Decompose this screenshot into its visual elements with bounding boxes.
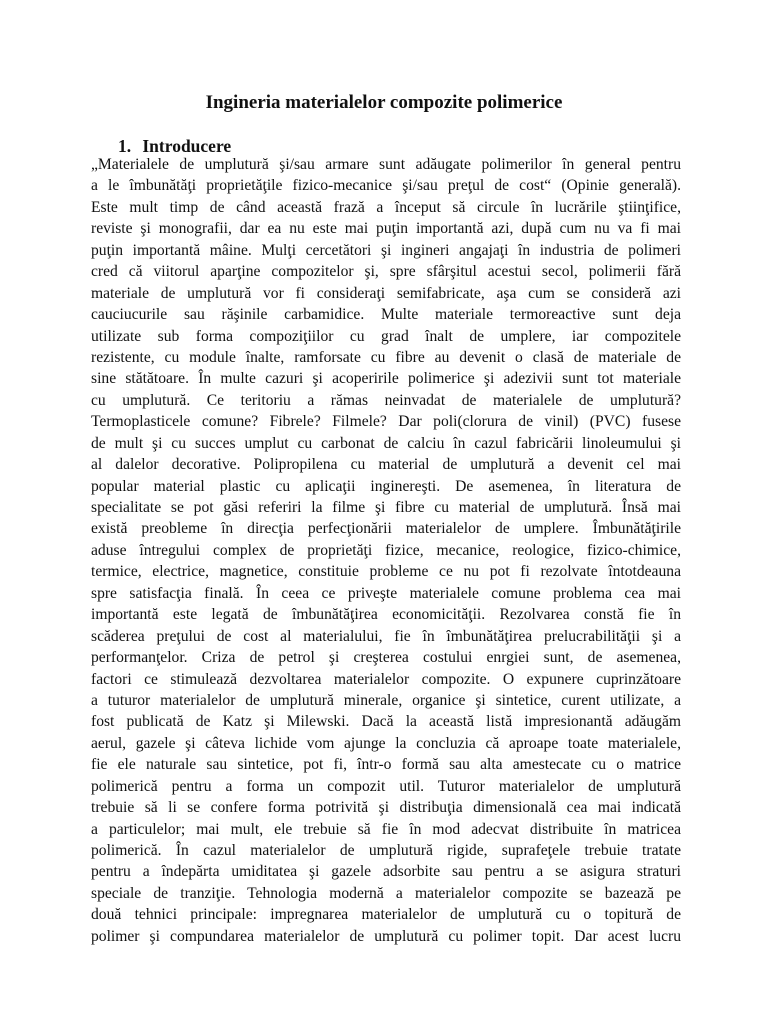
text-line: polimerică pentru a forma un compozit util. Tuturor materialelor de umplutură [91,777,681,795]
text-line: a le îmbunătăţi proprietăţile fizico-mecanice şi/sau preţul de cost“ (Opinie generală). [91,177,681,195]
text-line: aerul, gazele şi câteva lichide vom ajunge la concluzia că aproape toate materialele, [91,734,681,752]
text-line: aduse întregului complex de proprietăţi fizice, mecanice, reologice, fizico-chimice, [91,541,681,559]
text-line: spre satisfacţia finală. În ceea ce priveşte materialele comune problema cea mai [91,584,681,602]
section-title: Introducere [142,136,232,156]
text-line: fost publicată de Katz şi Milewski. Dacă la această listă impresionantă adăugăm [91,713,681,731]
text-line: termice, electrice, magnetice, constituie probleme ce nu pot fi rezolvate întotdeauna [91,563,681,581]
text-line: cu umplutură. Ce teritoriu a rămas neinvadat de materialele de umplutură? [91,391,681,409]
text-line: polimer şi compundarea materialelor de umplutură cu polimer topit. Dar acest lucru [91,927,681,945]
text-line: scăderea preţului de cost al materialului, fie în îmbunătăţirea prelucrabilităţii şi a [91,627,681,645]
section-heading [118,136,231,156]
text-line: puţin importantă mâine. Mulţi cercetători şi ingineri angajaţi în industria de polimeri [91,241,681,259]
text-line: cred că viitorul aparţine compozitelor şi, spre sfârşitul acestui secol, polimerii fără [91,263,681,281]
text-line: două tehnici principale: impregnarea materialelor de umplutură cu o topitură de [91,906,681,924]
text-line: există preobleme în direcţia perfecţionării materialelor de umplere. Îmbunătăţirile [91,520,681,538]
text-line: reviste şi monografii, dar ea nu este mai puţin importantă azi, după cum nu va fi mai [91,220,681,238]
body-paragraph [91,154,681,947]
text-line: a tuturor materialelor de umplutură minerale, organice şi sintetice, curent utilizate, a [91,691,681,709]
text-line: cauciucurile sau răşinile carbamidice. Multe materiale termoreactive sunt deja [91,306,681,324]
text-line: factori ce stimulează dezvoltarea materialelor compozite. O expunere cuprinzătoare [91,670,681,688]
text-line: polimerică. În cazul materialelor de umplutură rigide, suprafeţele trebuie tratate [91,842,681,859]
document-title: Ingineria materialelor compozite polimerice [205,92,563,113]
text-line: utilizate sub forma compoziţiilor cu grad înalt de umplere, iar compozitele [91,327,681,345]
text-line: sine stătătoare. În multe cazuri şi acoperirile polimerice şi adezivii sunt tot materiale [91,370,681,388]
section-number: 1. [118,136,132,156]
text-line: Este mult timp de când această frază a început să circule în lucrările ştiinţifice, [91,198,681,216]
text-line: rezistente, cu module înalte, ramforsate cu fibre au devenit o clasă de materiale de [91,348,681,366]
text-line: pentru a îndepărta umiditatea şi gazele adsorbite sau pentru a se asigura straturi [91,863,681,881]
text-line: speciale de tranziţie. Tehnologia modernă a materialelor compozite se bazează pe [91,884,681,902]
text-line: importantă este legată de îmbunătăţirea economicităţii. Rezolvarea constă fie în [91,606,681,624]
text-line: al dalelor decorative. Polipropilena cu material de umplutură a devenit cel mai [91,456,681,474]
text-line: performanţelor. Criza de petrol şi creşterea costului enrgiei sunt, de asemenea, [91,649,681,667]
text-line: Termoplasticele comune? Fibrele? Filmele? Dar poli(clorura de vinil) (PVC) fusese [91,413,681,431]
text-line: materiale de umplutură vor fi consideraţi semifabricate, aşa cum se consideră azi [91,284,681,302]
text-line: popular material plastic cu aplicaţii inginereşti. De asemenea, în literatura de [91,477,681,495]
text-line: „Materialele de umplutură şi/sau armare sunt adăugate polimerilor în general pentru [91,156,681,173]
text-line: specialitate se pot găsi referiri la filme şi fibre cu material de umplutură. Însă mai [91,499,681,516]
text-line: de mult şi cu succes umplut cu carbonat de calciu în cazul fabricării linoleumului şi [91,434,681,452]
text-line: a particulelor; mai mult, ele trebuie să fie în mod adecvat distribuite în matricea [91,820,681,838]
text-line: fie ele naturale sau sintetice, pot fi, într-o formă sau alta amestecate cu o matrice [91,756,681,774]
text-line: trebuie să li se confere forma potrivită şi distribuţia dimensională cea mai indicată [91,799,681,817]
